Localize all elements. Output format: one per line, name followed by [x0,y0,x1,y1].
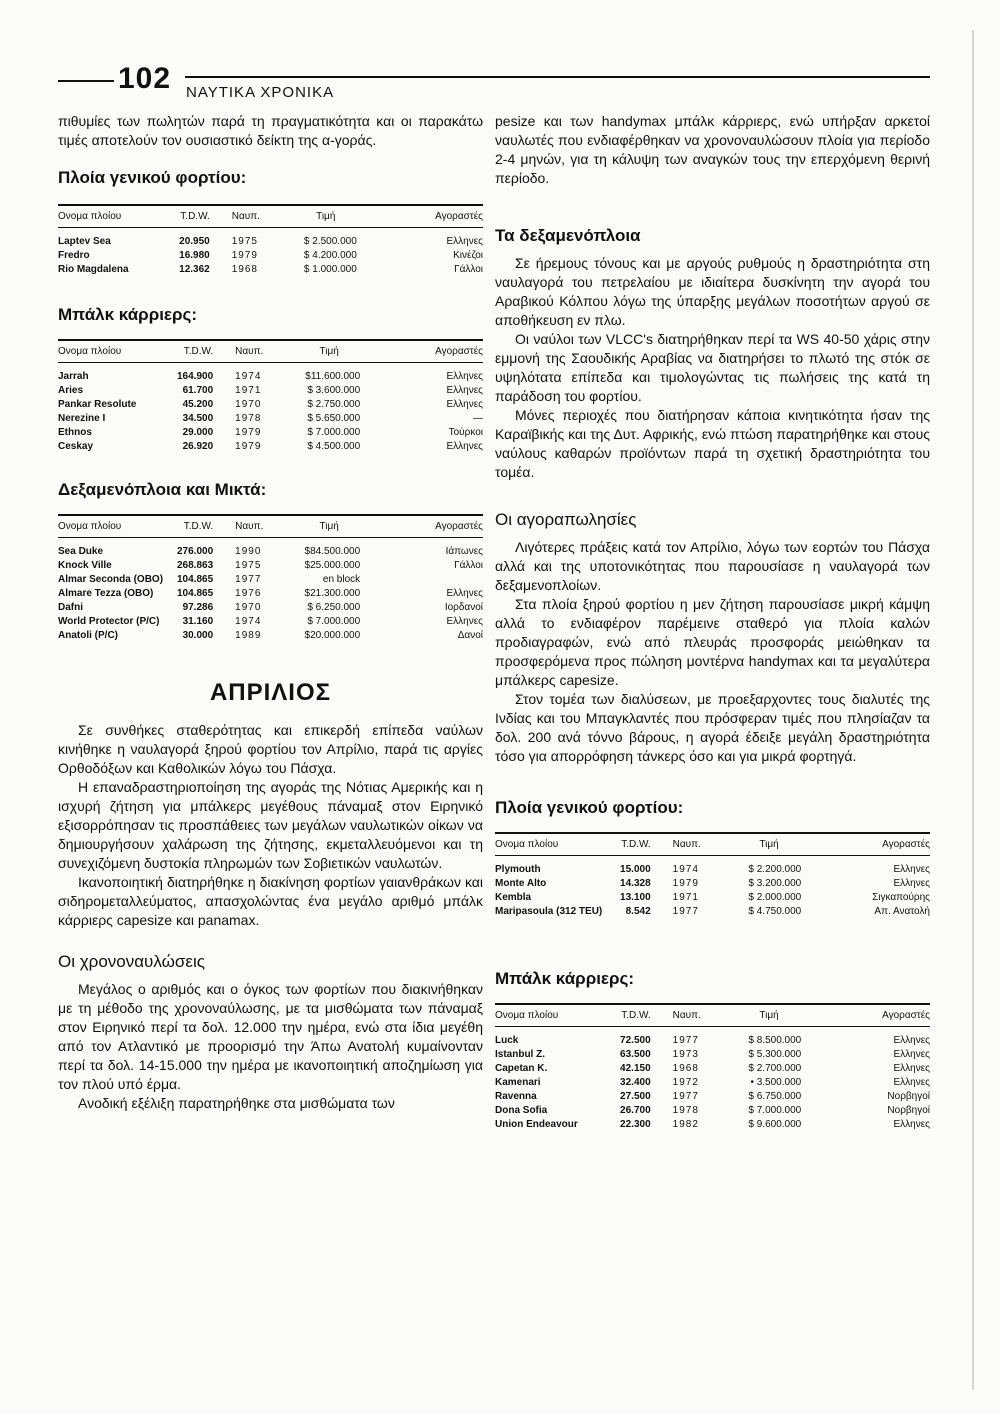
cell-buyers: Ελληνες [446,441,483,452]
cell-price: $ 7.000.000 [748,1105,802,1116]
column-header-tdw: T.D.W. [177,515,227,538]
table-row [58,601,483,615]
cell-year: 1973 [672,1049,699,1060]
cell-tdw: 97.286 [182,602,214,613]
cell-price: $11.600.000 [305,371,361,382]
paragraph: Οι ναύλοι των VLCC's διατηρήθηκαν περί τα WS 40-50 χάρις στην εμμονή της Σαουδικής Αραβίας να διατηρήσει το πλωτό της στόκ σε υψηλότατα επίπεδα και τιμολογώντας τις πωλήσεις της κατά τη παράδοση του φορτίου. [495,331,930,404]
cell-tdw: 14.328 [620,878,651,889]
left-tankers-title: Δεξαμενόπλοια και Μικτά: [58,480,267,499]
cell-year: 1978 [235,413,262,424]
cell-name: World Protector (P/C) [58,616,160,627]
cell-buyers [380,573,483,587]
cell-price: $ 7.000.000 [307,616,361,627]
cell-name: Anatoli (P/C) [58,630,118,641]
right-bulk-title: Μπάλκ κάρριερς: [495,969,635,988]
column-header-price: Τιμή [717,1004,821,1027]
sales-section-title: Οι αγοραπωλησίες [495,510,637,529]
cell-name: Capetan K. [495,1063,548,1074]
cell-price: $ 4.500.000 [307,441,361,452]
cell-tdw: 15.000 [620,864,651,875]
cell-tdw: 13.100 [620,892,651,903]
cell-year: 1977 [672,1091,699,1102]
cell-year: 1977 [672,1035,699,1046]
column-header-buyers: Αγοραστές [821,833,930,856]
cell-tdw: 16.980 [179,250,210,261]
cell-buyers: Ελληνες [446,616,483,627]
page-edge [972,30,974,1390]
table-row [495,1062,930,1076]
cell-tdw: 63.500 [620,1049,651,1060]
cell-buyers: Ελληνες [893,1119,930,1130]
column-header-name: Ονομα πλοίου [495,1004,617,1027]
cell-price: en block [322,574,361,585]
right-column [495,112,930,1132]
cell-buyers: Δανοί [457,630,483,641]
cell-price: $25.000.000 [304,560,361,571]
table-row [58,384,483,398]
cell-price: $ 8.500.000 [748,1035,802,1046]
table-row [58,249,483,263]
paragraph: Ικανοποιητική διατηρήθηκε η διακίνηση φορτίων γαιανθράκων και σιδηρομεταλλεύματος, απασχολώντας ένα μεγάλο αριθμό μπάλκ κάρριερς capesize και panamax. [58,874,483,928]
cell-name: Plymouth [495,864,541,875]
cell-name: Ravenna [495,1091,537,1102]
cell-year: 1989 [235,630,262,641]
cell-price: $20.000.000 [304,630,361,641]
right-continuation: pesize και των handymax μπάλκ κάρριερς, ενώ υπήρξαν αρκετοί ναυλωτές που ενδιαφέρθηκαν να χρονοναυλώσουν πλοία για περίοδο 2-4 μηνών, για τη κάλυψη των αναγκών τους την επερχόμενη θερινή περίοδο. [495,113,930,186]
column-header-buyers: Αγοραστές [821,1004,930,1027]
cell-buyers: Νορβηγοί [887,1091,930,1102]
cell-price: $ 4.750.000 [748,906,802,917]
table-row [495,856,930,878]
cell-tdw: 31.160 [182,616,214,627]
paragraph: Στα πλοία ξηρού φορτίου η μεν ζήτηση παρουσίασε μικρή κάμψη αλλά το ενδιαφέρον παρέμεινε σταθερό για πλοία καλών προδιαγραφών, ενώ από πλευράς προσφοράς μειώθηκαν τα προσφερόμενα προς πώληση μοντέρνα handymax και τα μεγαλύτερα μπάλκερς capesize. [495,596,930,688]
paragraph: Λιγότερες πράξεις κατά τον Απρίλιο, λόγω των εορτών του Πάσχα αλλά και της υποτονικότητας που παρουσίασε η ναυλαγορά των δεξαμενοπλοίων. [495,539,930,593]
column-header-buyers: Αγοραστές [380,515,483,538]
cell-tdw: 42.150 [620,1063,651,1074]
magazine-name: ΝΑΥΤΙΚΑ ΧΡΟΝΙΚΑ [186,84,335,101]
paragraph: Στον τομέα των διαλύσεων, με προεξαρχοντες τους διαλυτές της Ινδίας και του Μπαγκλαντές που πρόσφεραν τιμές που πλησίαζαν τα δολ. 200 ανά τόννο βάρους, η αγορά έδειξε μεγάλη δραστηριότητα τόσο για απορρόφηση τάνκερς όσο και για μικρά φορτηγά. [495,691,930,764]
cell-buyers: Γάλλοι [454,560,483,571]
cell-year: 1974 [235,616,262,627]
cell-tdw: 61.700 [182,385,214,396]
right-general-cargo-title: Πλοία γενικού φορτίου: [495,798,684,817]
cell-price: $ 2.000.000 [748,892,802,903]
cell-year: 1975 [231,236,258,247]
cell-price: $ 6.250.000 [307,602,361,613]
cell-tdw: 30.000 [182,630,214,641]
table-row [495,1027,930,1049]
left-column [58,112,483,1113]
cell-name: Aries [58,385,84,396]
table-row [495,1118,930,1132]
column-header-buyers: Αγοραστές [380,340,483,363]
cell-buyers: Ελληνες [446,236,483,247]
cell-price: $84.500.000 [304,546,361,557]
cell-year: 1975 [235,560,262,571]
paragraph: Ανοδική εξέλιξη παρατηρήθηκε στα μισθώματα των [78,1095,395,1111]
table-row [58,412,483,426]
cell-buyers: Ιάπωνες [445,546,483,557]
cell-tdw: 8.542 [625,906,651,917]
table-row [58,440,483,454]
column-header-year: Ναυπ. [665,1004,717,1027]
cell-name: Ceskay [58,441,94,452]
table-row [495,1076,930,1090]
table-row [495,1104,930,1118]
april-text [58,721,483,930]
table-row [58,398,483,412]
cell-name: Sea Duke [58,546,104,557]
cell-buyers: Ελληνες [446,385,483,396]
cell-price: $ 2.700.000 [748,1063,802,1074]
cell-buyers: Απ. Ανατολή [874,906,930,917]
column-header-name: Ονομα πλοίου [58,205,177,228]
cell-name: Kembla [495,892,532,903]
right-general-cargo-table [495,832,930,919]
cell-tdw: 26.700 [620,1105,651,1116]
cell-tdw: 104.865 [177,588,214,599]
cell-price: $ 2.500.000 [303,236,357,247]
column-header-tdw: T.D.W. [177,205,224,228]
paragraph: Η επαναδραστηριοποίηση της αγοράς της Νότιας Αμερικής και η ισχυρή ζήτηση για μπάλκερς μεγέθους πάναμαξ στον Ειρηνικό εξισορρόπησαν τις προσπάθειες των μεγάλων ναυλωτικών οίκων να δημιουργήσουν χαλάρωση της ζήτησης, εκμεταλλευόμενοι και τη συνεχιζόμενη δυστοκία πληρωμών των Σοβιετικών ναυλωτών. [58,779,483,871]
tankers-section-title: Τα δεξαμενόπλοια [495,226,641,245]
intro-paragraph: πιθυμίες των πωλητών παρά τη πραγματικότητα και οι παρακάτω τιμές αποτελούν τον ουσιαστικό δείκτη της α-γοράς. [58,113,483,148]
table-row [495,877,930,891]
cell-name: Luck [495,1035,519,1046]
table-row [58,538,483,560]
paragraph: Σε συνθήκες σταθερότητας και επικερδή επίπεδα ναύλων κινήθηκε η ναυλαγορά ξηρού φορτίου τον Απρίλιο, παρά τις αργίες Ορθοδόξων και Καθολικών λόγω του Πάσχα. [58,722,483,776]
header-rule-right [185,76,930,78]
cell-tdw: 32.400 [620,1077,651,1088]
table-row [495,905,930,919]
cell-year: 1982 [672,1119,699,1130]
cell-price: $ 7.000.000 [307,427,361,438]
cell-name: Ethnos [58,427,92,438]
cell-year: 1977 [235,574,262,585]
cell-price: $ 5.650.000 [307,413,361,424]
cell-buyers: Ελληνες [893,1049,930,1060]
table-header-row [495,833,930,856]
cell-tdw: 20.950 [179,236,210,247]
cell-tdw: 27.500 [620,1091,651,1102]
cell-name: Maripasoula (312 TEU) [495,906,603,917]
cell-tdw: 22.300 [620,1119,651,1130]
page-number: 102 [118,62,172,95]
cell-name: Knock Ville [58,560,112,571]
tankers-text [495,254,930,482]
cell-name: Union Endeavour [495,1119,578,1130]
cell-price: $ 4.200.000 [303,250,357,261]
cell-buyers: Ελληνες [893,1063,930,1074]
cell-year: 1974 [235,371,262,382]
cell-price: $ 9.600.000 [748,1119,802,1130]
cell-year: 1971 [672,892,699,903]
cell-name: Fredro [58,250,90,261]
cell-buyers: Ελληνες [893,1035,930,1046]
cell-year: 1971 [235,385,262,396]
time-charter-title: Οι χρονοναυλώσεις [58,952,205,971]
column-header-tdw: T.D.W. [177,340,227,363]
column-header-tdw: T.D.W. [617,1004,665,1027]
cell-price: $ 6.750.000 [748,1091,802,1102]
column-header-name: Ονομα πλοίου [495,833,617,856]
table-header-row [58,340,483,363]
cell-year: 1979 [235,441,262,452]
cell-name: Istanbul Z. [495,1049,545,1060]
cell-year: 1968 [231,264,258,275]
cell-buyers: Νορβηγοί [887,1105,930,1116]
cell-buyers: Ελληνες [893,1077,930,1088]
cell-name: Dafni [58,602,83,613]
left-general-cargo-table [58,204,483,277]
paragraph: Σε ήρεμους τόνους και με αργούς ρυθμούς η δραστηριότητα στη ναυλαγορά του πετρελαίου με ιδιαίτερα δυσκίνητη την αγορά του Αραβικού Κόλπου λόγω της ύπαρξης μεγάλων ποσοτήτων αργού σε αποθήκευση εν πλω. [495,255,930,328]
cell-name: Pankar Resolute [58,399,137,410]
cell-price: $ 3.600.000 [307,385,361,396]
table-header-row [58,515,483,538]
cell-name: Monte Alto [495,878,547,889]
cell-tdw: 12.362 [179,264,210,275]
cell-year: 1968 [672,1063,699,1074]
cell-tdw: 268.863 [177,560,214,571]
cell-name: Nerezine I [58,413,106,424]
column-header-year: Ναυπ. [224,205,275,228]
cell-tdw: 276.000 [177,546,214,557]
cell-name: Kamenari [495,1077,541,1088]
cell-year: 1976 [235,588,262,599]
cell-tdw: 164.900 [177,371,214,382]
cell-tdw: 29.000 [182,427,214,438]
table-row [495,1090,930,1104]
cell-price: $ 3.200.000 [748,878,802,889]
cell-name: Laptev Sea [58,236,111,247]
sales-text [495,538,930,766]
cell-year: 1972 [672,1077,699,1088]
cell-price: • 3.500.000 [750,1077,802,1088]
table-row [495,1048,930,1062]
cell-buyers: Ελληνες [893,878,930,889]
cell-buyers: Τούρκοι [448,427,483,438]
column-header-price: Τιμή [275,205,377,228]
column-header-price: Τιμή [278,340,380,363]
time-charter-text [58,980,483,1113]
cell-name: Dona Sofia [495,1105,548,1116]
left-bulk-title: Μπάλκ κάρριερς: [58,305,198,324]
cell-tdw: 34.500 [182,413,214,424]
left-tankers-table [58,514,483,643]
column-header-name: Ονομα πλοίου [58,515,177,538]
cell-buyers: Γάλλοι [454,264,483,275]
column-header-buyers: Αγοραστές [377,205,483,228]
april-title: ΑΠΡΙΛΙΟΣ [209,679,332,706]
table-row [58,587,483,601]
left-bulk-table [58,339,483,454]
cell-price: $ 2.750.000 [307,399,361,410]
cell-year: 1979 [235,427,262,438]
cell-tdw: 104.865 [177,574,214,585]
cell-name: Almar Seconda (OBO) [58,574,164,585]
cell-year: 1979 [672,878,699,889]
cell-year: 1977 [672,906,699,917]
table-row [58,426,483,440]
table-row [58,363,483,385]
column-header-year: Ναυπ. [665,833,717,856]
left-general-cargo-title: Πλοία γενικού φορτίου: [58,168,247,187]
cell-buyers: Σιγκαπούρης [872,892,930,903]
cell-buyers: Κινέζοι [453,250,483,261]
table-header-row [58,205,483,228]
table-row [58,263,483,277]
cell-price: $ 1.000.000 [303,264,357,275]
header-rule-left [58,80,114,82]
table-row [58,573,483,587]
cell-buyers: Ελληνες [893,864,930,875]
cell-year: 1979 [231,250,258,261]
cell-year: 1990 [235,546,262,557]
column-header-tdw: T.D.W. [617,833,665,856]
cell-name: Almare Tezza (OBO) [58,588,154,599]
column-header-price: Τιμή [717,833,821,856]
cell-buyers: — [473,413,483,424]
table-row [58,629,483,643]
cell-tdw: 26.920 [182,441,214,452]
cell-buyers: Ελληνες [446,399,483,410]
cell-name: Jarrah [58,371,89,382]
column-header-price: Τιμή [278,515,380,538]
column-header-year: Ναυπ. [227,515,278,538]
table-row [58,615,483,629]
table-header-row [495,1004,930,1027]
cell-price: $ 5.300.000 [748,1049,802,1060]
cell-buyers: Ιορδανοί [444,602,483,613]
table-row [58,228,483,250]
cell-year: 1970 [235,399,262,410]
table-row [495,891,930,905]
cell-price: $ 2.200.000 [748,864,802,875]
column-header-name: Ονομα πλοίου [58,340,177,363]
right-bulk-table [495,1003,930,1132]
table-row [58,559,483,573]
cell-tdw: 72.500 [620,1035,651,1046]
cell-year: 1970 [235,602,262,613]
cell-buyers: Ελληνες [446,371,483,382]
cell-year: 1978 [672,1105,699,1116]
cell-year: 1974 [672,864,699,875]
column-header-year: Ναυπ. [227,340,278,363]
cell-name: Rio Magdalena [58,264,129,275]
cell-buyers: Ελληνες [446,588,483,599]
paragraph: Μεγάλος ο αριθμός και ο όγκος των φορτίων που διακινήθηκαν με τη μέθοδο της χρονοναύλωσης, με τα μισθώματα των πάναμαξ στον Ειρηνικό περί τα δολ. 12.000 την ημέρα, ενώ στα ίδια μεγέθη από τον Ατλαντικό με προορισμό την Άπω Ανατολή κυμαίνονταν περί τα δολ. 14-15.000 την ημέρα με ικανοποιητική αποζημίωση για τον πλού υπό έρμα. [58,981,483,1092]
cell-tdw: 45.200 [182,399,214,410]
paragraph: Μόνες περιοχές που διατήρησαν κάποια κινητικότητα ήσαν της Καραϊβικής και της Δυτ. Αφρικής, ενώ πτώση παρατηρήθηκε και στους ναύλους καθαρών προϊόντων παρά τη σχετική δραστηριότητα του τομέα. [495,407,930,480]
cell-price: $21.300.000 [304,588,361,599]
